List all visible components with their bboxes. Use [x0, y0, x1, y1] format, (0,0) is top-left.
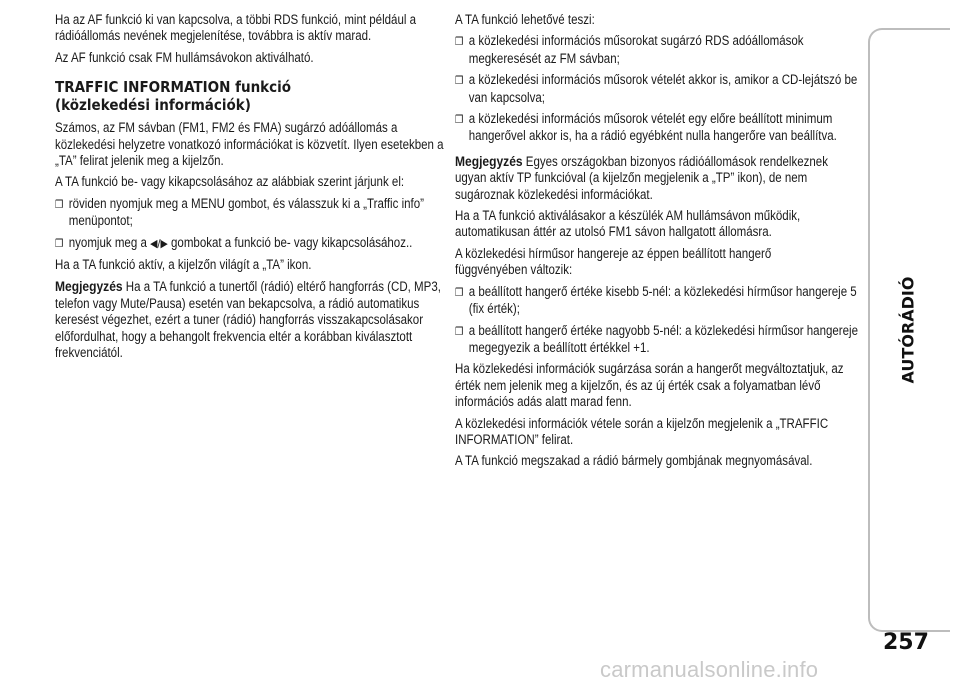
side-tab-label: AUTÓRÁDIÓ	[898, 276, 918, 384]
checkbox-bullet-icon: ❒	[455, 74, 464, 88]
list-item	[455, 323, 860, 357]
checkbox-bullet-icon: ❒	[455, 113, 464, 127]
paragraph-ta-toggle-intro: A TA funkció be- vagy kikapcsolásához az alábbiak szerint járjunk el:	[55, 174, 405, 190]
checkbox-bullet-icon: ❒	[455, 285, 464, 299]
checkbox-bullet-icon: ❒	[55, 197, 64, 211]
list-item	[455, 72, 860, 106]
right-column	[455, 12, 859, 475]
list-item	[55, 235, 460, 252]
list-item-text: a közlekedési információs műsorokat sugárzó RDS adóállomások megkeresését az FM sávban;	[468, 33, 804, 66]
note-label: Megjegyzés	[55, 278, 123, 295]
left-right-arrow-icon: ◀/▶	[150, 236, 168, 250]
note-text: Ha a TA funkció a tunertől (rádió) eltérő hangforrás (CD, MP3, telefon vagy Mute/Pausa) esetén van bekapcsolva, a rádió automatikus keresést végezhet, ezért a tuner (rádió) hangforrás visszakapcsolásakor előfordulhat, hogy a behangolt frekvencia eltér a korábban kiválasztott frekvenciától.	[55, 279, 441, 361]
list-item-text: gombokat a funkció be- vagy kikapcsolásához..	[171, 234, 413, 250]
paragraph-ta-interrupt: A TA funkció megszakad a rádió bármely gombjának megnyomásával.	[455, 453, 813, 469]
paragraph-traffic-label: A közlekedési információk vétele során a kijelzőn megjelenik a „TRAFFIC INFORMATION” felirat.	[455, 415, 829, 447]
page-number: 257	[883, 630, 929, 655]
note-paragraph	[455, 153, 846, 203]
paragraph-ta-intro: A TA funkció lehetővé teszi:	[455, 12, 595, 27]
list-item-text: a beállított hangerő értéke kisebb 5-nél: a közlekedési hírműsor hangereje 5 (fix érték);	[468, 283, 857, 317]
list-item-text: a közlekedési információs műsorok vételét egy előre beállított minimum hangerővel akkor is, ha a rádió egyébként nulla hangerőre van beállítva.	[468, 111, 837, 144]
watermark: carmanualsonline.info	[600, 657, 819, 682]
checkbox-bullet-icon: ❒	[455, 324, 464, 338]
list-item-text: a beállított hangerő értéke nagyobb 5-nél: a közlekedési hírműsor hangereje megegyezik a beállított értékkel +1.	[468, 322, 859, 355]
left-column	[55, 12, 447, 367]
list-item-text: nyomjuk meg a	[68, 234, 147, 250]
list-item-text: röviden nyomjuk meg a MENU gombot, és válasszuk ki a „Traffic info” menüpontot;	[68, 195, 424, 229]
list-item	[455, 284, 860, 318]
list-item-text: a közlekedési információs műsorok vételét akkor is, amikor a CD-lejátszó be van kapcsolva;	[468, 72, 858, 105]
checkbox-bullet-icon: ❒	[455, 35, 464, 49]
list-item	[455, 33, 860, 67]
checkbox-bullet-icon: ❒	[55, 236, 64, 250]
list-item	[55, 196, 460, 230]
section-heading	[55, 78, 447, 114]
paragraph-volume-intro: A közlekedési hírműsor hangereje az éppen beállított hangerő függvényében változik:	[455, 245, 772, 278]
paragraph-ta-icon: Ha a TA funkció aktív, a kijelzőn világít a „TA” ikon.	[55, 257, 312, 273]
note-label: Megjegyzés	[455, 152, 523, 169]
note-text: Egyes országokban bizonyos rádióállomások rendelkeznek ugyan aktív TP funkcióval (a kijelzőn megjelenik a „TP” ikon), de nem sugároznak közlekedési információkat.	[455, 153, 828, 202]
section-heading-line1: TRAFFIC INFORMATION funkció	[55, 78, 292, 97]
list-item	[455, 111, 860, 145]
paragraph-am-to-fm: Ha a TA funkció aktiválásakor a készülék AM hullámsávon működik, automatikusan áttér az utolsó FM1 sávon hallgatott állomásra.	[455, 208, 801, 240]
paragraph-fm-stations: Számos, az FM sávban (FM1, FM2 és FMA) sugárzó adóállomás a közlekedési helyzetre vonatkozó információkat is közvetít. Ilyen esetekben a „TA” felirat jelenik meg a kijelzőn.	[55, 120, 444, 169]
note-paragraph	[55, 278, 446, 361]
paragraph-af-off: Ha az AF funkció ki van kapcsolva, a többi RDS funkció, mint például a rádióállomás nevének megjelenítése, továbbra is aktív marad.	[55, 12, 417, 44]
paragraph-af-fm-only: Az AF funkció csak FM hullámsávokon aktiválható.	[55, 49, 314, 65]
paragraph-volume-change: Ha közlekedési információk sugárzása során a hangerőt megváltoztatjuk, az érték nem jelenik meg a kijelzőn, és az új érték csak a folyamatban lévő információs adás alatt marad fenn.	[455, 361, 844, 410]
section-heading-line2: (közlekedési információk)	[55, 96, 251, 115]
